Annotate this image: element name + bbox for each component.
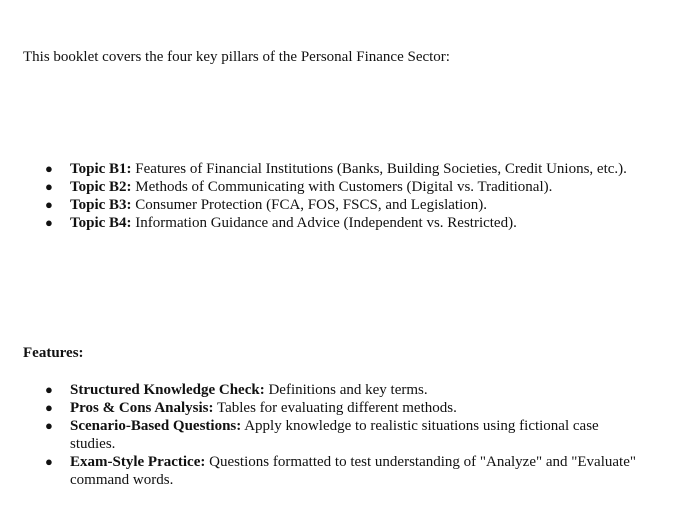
topic-item [23, 196, 645, 214]
topic-label: Topic B1: [70, 161, 132, 177]
features-heading: Features: [23, 345, 84, 361]
intro-paragraph: This booklet covers the four key pillars of the Personal Finance Sector: [23, 49, 450, 65]
feature-label: Pros & Cons Analysis: [70, 400, 214, 416]
topic-item [23, 178, 645, 196]
feature-label: Scenario-Based Questions: [70, 418, 242, 434]
feature-label: Exam-Style Practice: [70, 454, 206, 470]
feature-item [23, 381, 645, 399]
topic-label: Topic B3: [70, 197, 132, 213]
bullet-icon: ● [45, 400, 53, 415]
topic-item [23, 214, 645, 232]
topic-text: Methods of Communicating with Customers (Digital vs. Traditional). [131, 179, 553, 195]
feature-text: Questions formatted to test understanding of "Analyze" and "Evaluate" command words. [70, 454, 636, 488]
topic-label: Topic B4: [70, 215, 132, 231]
bullet-icon: ● [45, 179, 53, 194]
bullet-icon: ● [45, 215, 53, 230]
bullet-icon: ● [45, 382, 53, 397]
feature-item [23, 453, 645, 489]
feature-text: Definitions and key terms. [264, 382, 428, 398]
bullet-icon: ● [45, 418, 53, 433]
topics-list [23, 160, 645, 232]
topic-text: Features of Financial Institutions (Banks, Building Societies, Credit Unions, etc.). [131, 161, 627, 177]
features-list [23, 381, 645, 489]
bullet-icon: ● [45, 454, 53, 469]
feature-item [23, 417, 645, 453]
feature-text: Tables for evaluating different methods. [213, 400, 457, 416]
topic-label: Topic B2: [70, 179, 132, 195]
feature-text: Apply knowledge to realistic situations using fictional case studies. [70, 418, 599, 452]
bullet-icon: ● [45, 161, 53, 176]
topic-text: Information Guidance and Advice (Independent vs. Restricted). [131, 215, 517, 231]
bullet-icon: ● [45, 197, 53, 212]
topic-text: Consumer Protection (FCA, FOS, FSCS, and Legislation). [131, 197, 487, 213]
topic-item [23, 160, 645, 178]
feature-item [23, 399, 645, 417]
feature-label: Structured Knowledge Check: [70, 382, 265, 398]
